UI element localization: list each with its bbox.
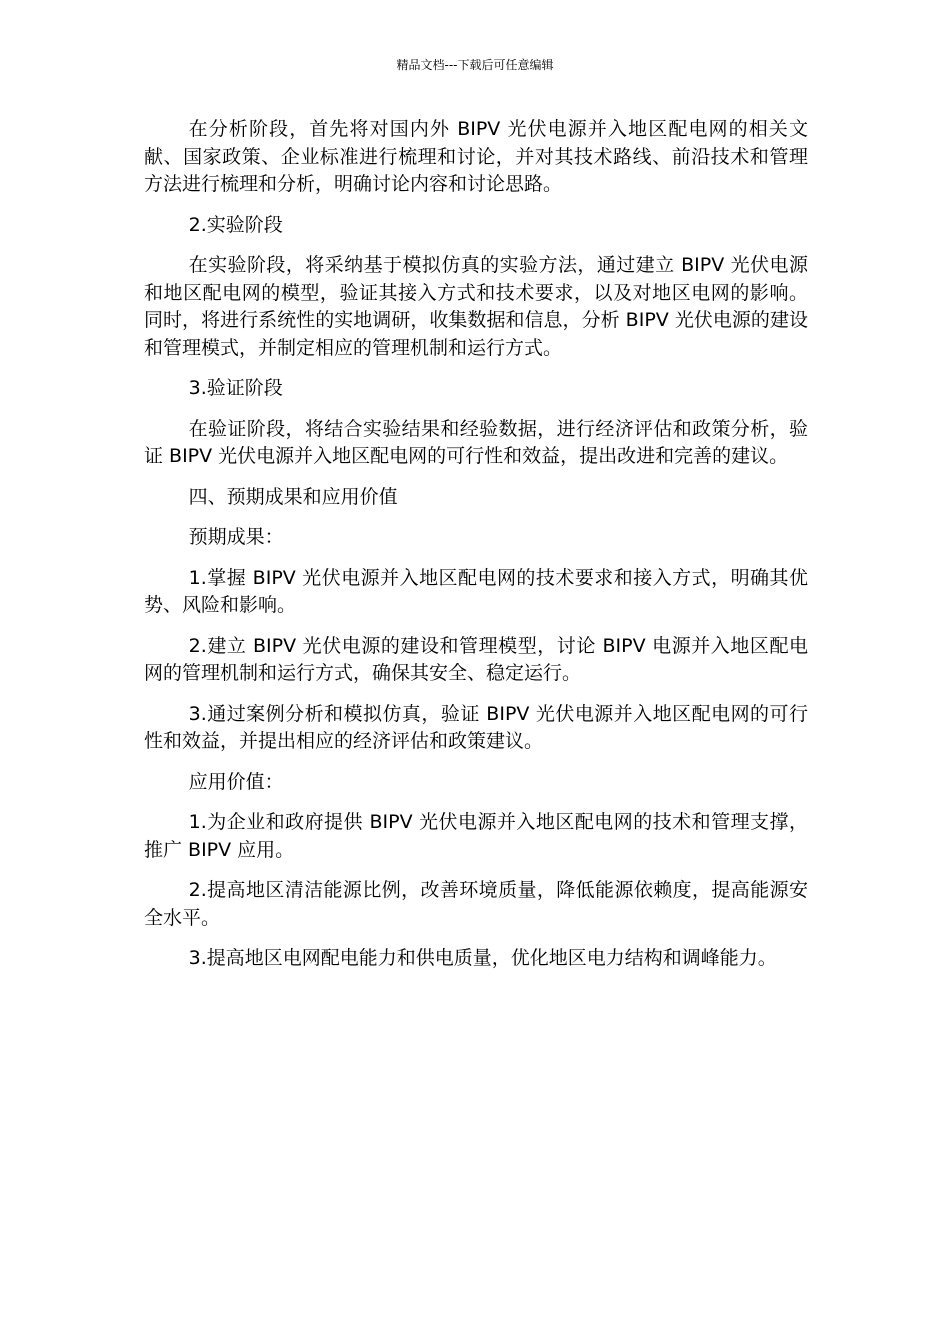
subheading-application-value: 应用价值： — [188, 770, 284, 793]
paragraph-analysis-stage: 在分析阶段，首先将对国内外 BIPV 光伏电源并入地区配电网的相关文献、国家政策、企业标准进行梳理和讨论，并对其技术路线、前沿技术和管理方法进行梳理和分析，明确讨论内容和讨论思路。 — [144, 118, 808, 195]
paragraph-verification-stage: 在验证阶段，将结合实验结果和经验数据，进行经济评估和政策分析，验证 BIPV 光伏电源并入地区配电网的可行性和效益，提出改进和完善的建议。 — [144, 417, 808, 467]
page-header: 精品文档---下载后可任意编辑 — [396, 58, 554, 72]
subheading-expected-results: 预期成果： — [188, 526, 284, 548]
heading-experiment-stage: 2.实验阶段 — [188, 213, 283, 236]
list-item-value-1: 1.为企业和政府提供 BIPV 光伏电源并入地区配电网的技术和管理支撑，推广 BIPV 应用。 — [144, 811, 808, 861]
section-heading-expected-results: 四、预期成果和应用价值 — [188, 485, 398, 508]
list-item-value-3: 3.提高地区电网配电能力和供电质量，优化地区电力结构和调峰能力。 — [188, 947, 777, 969]
list-item-result-2: 2.建立 BIPV 光伏电源的建设和管理模型，讨论 BIPV 电源并入地区配电网的管理机制和运行方式，确保其安全、稳定运行。 — [144, 634, 808, 684]
list-item-value-2: 2.提高地区清洁能源比例，改善环境质量，降低能源依赖度，提高能源安全水平。 — [144, 879, 808, 929]
list-item-result-3: 3.通过案例分析和模拟仿真，验证 BIPV 光伏电源并入地区配电网的可行性和效益，并提出相应的经济评估和政策建议。 — [144, 702, 808, 752]
list-item-result-1: 1.掌握 BIPV 光伏电源并入地区配电网的技术要求和接入方式，明确其优势、风险和影响。 — [144, 566, 808, 616]
paragraph-experiment-stage: 在实验阶段，将采纳基于模拟仿真的实验方法，通过建立 BIPV 光伏电源和地区配电网的模型，验证其接入方式和技术要求，以及对地区电网的影响。同时，将进行系统性的实地调研，收集数据和信息，分析 BIPV 光伏电源的建设和管理模式，并制定相应的管理机制和运行方式。 — [144, 254, 808, 359]
document-body — [144, 116, 808, 986]
heading-verification-stage: 3.验证阶段 — [188, 377, 283, 399]
